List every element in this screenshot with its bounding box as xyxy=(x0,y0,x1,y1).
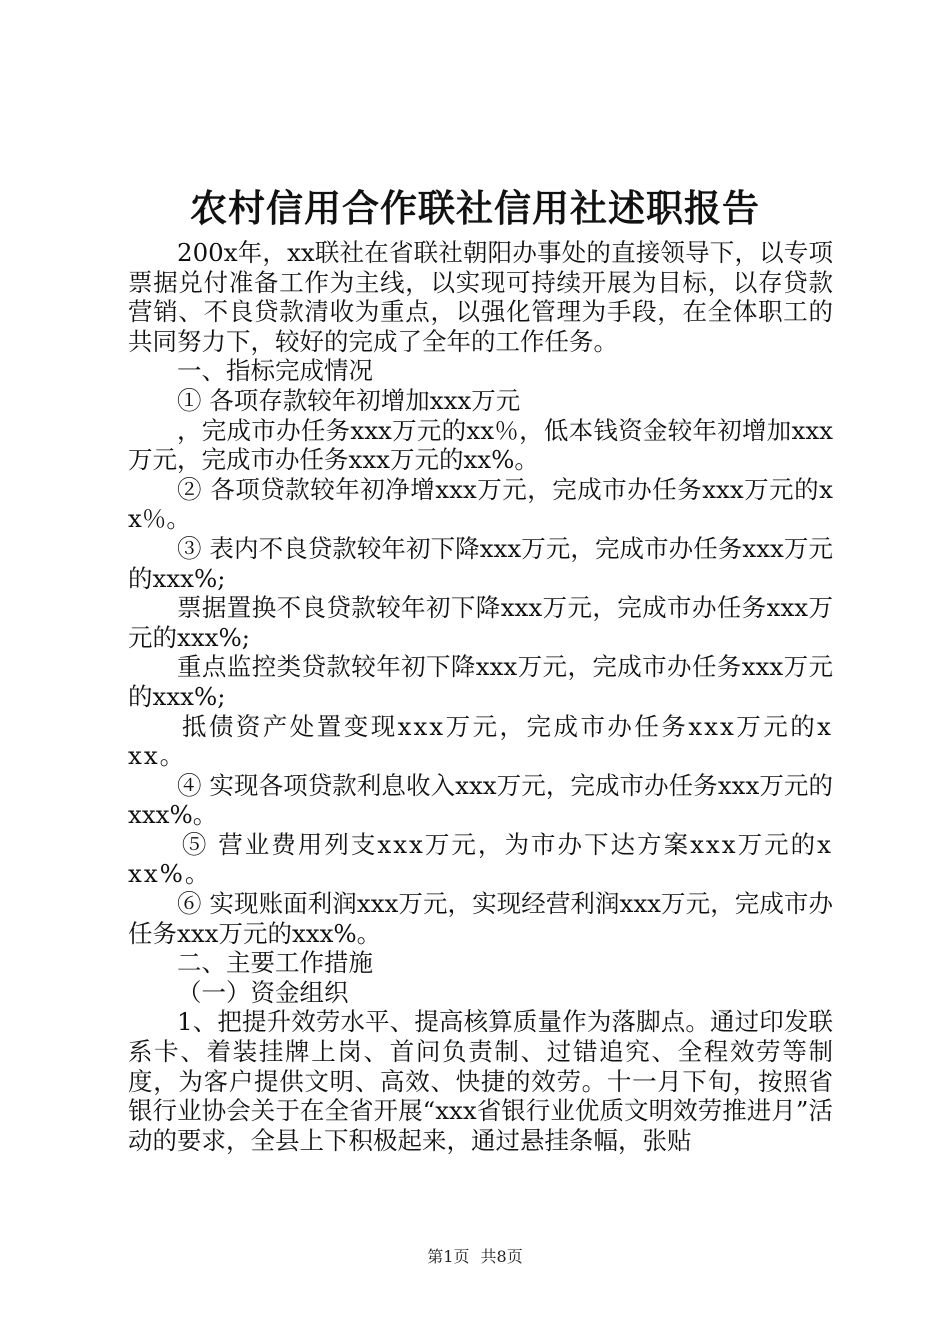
page-footer xyxy=(0,1247,950,1267)
paragraph-item-3-key-monitoring: 重点监控类贷款较年初下降xxx万元，完成市办任务xxx万元的xxx%; xyxy=(128,652,833,711)
section-heading-indicators: 一、指标完成情况 xyxy=(177,356,373,386)
paragraph-item-3-bill-replacement: 票据置换不良贷款较年初下降xxx万元，完成市办任务xxx万元的xxx%; xyxy=(128,593,833,652)
paragraph-item-2: ② 各项贷款较年初净增xxx万元，完成市办任务xxx万元的xx％。 xyxy=(128,474,833,534)
paragraph-item-3-asset-disposal: 抵债资产处置变现xxx万元，完成市办任务xxx万元的xxx。 xyxy=(128,711,833,771)
section-heading-measures: 二、主要工作措施 xyxy=(177,948,373,978)
paragraph-item-5: ⑤ 营业费用列支xxx万元，为市办下达方案xxx万元的xxx%。 xyxy=(128,829,833,889)
subsection-heading-funds: （一）资金组织 xyxy=(177,977,349,1007)
paragraph-intro: 200x年，xx联社在省联社朝阳办事处的直接领导下，以专项票据兑付准备工作为主线，以实现可持续开展为目标，以存贷款营销、不良贷款清收为重点，以强化管理为手段，在全体职工的共同努力下，较好的完成了全年的工作任务。 xyxy=(128,238,833,356)
page-total: 共8页 xyxy=(480,1247,523,1266)
paragraph-item-4: ④ 实现各项贷款利息收入xxx万元，完成市办任务xxx万元的xxx%。 xyxy=(128,770,833,830)
document-body xyxy=(128,238,833,1155)
page-number: 第1页 xyxy=(427,1247,470,1266)
paragraph-measure-1: 1、把提升效劳水平、提高核算质量作为落脚点。通过印发联系卡、着装挂牌上岗、首问负责制、过错追究、全程效劳等制度，为客户提供文明、高效、快捷的效劳。十一月下旬，按照省银行业协会关于在全省开展“xxx省银行业优质文明效劳推进月”活动的要求，全县上下积极起来，通过悬挂条幅，张贴 xyxy=(128,1007,833,1155)
paragraph-item-1: ① 各项存款较年初增加xxx万元 xyxy=(177,385,521,415)
paragraph-item-3: ③ 表内不良贷款较年初下降xxx万元，完成市办任务xxx万元的xxx%; xyxy=(128,533,833,593)
document-title: 农村信用合作联社信用社述职报告 xyxy=(190,186,760,230)
paragraph-item-6: ⑥ 实现账面利润xxx万元，实现经营利润xxx万元，完成市办任务xxx万元的xxx%。 xyxy=(128,889,833,948)
paragraph-item-1-continued: ，完成市办任务xxx万元的xx％，低本钱资金较年初增加xxx万元，完成市办任务xxx万元的xx%。 xyxy=(128,415,833,475)
